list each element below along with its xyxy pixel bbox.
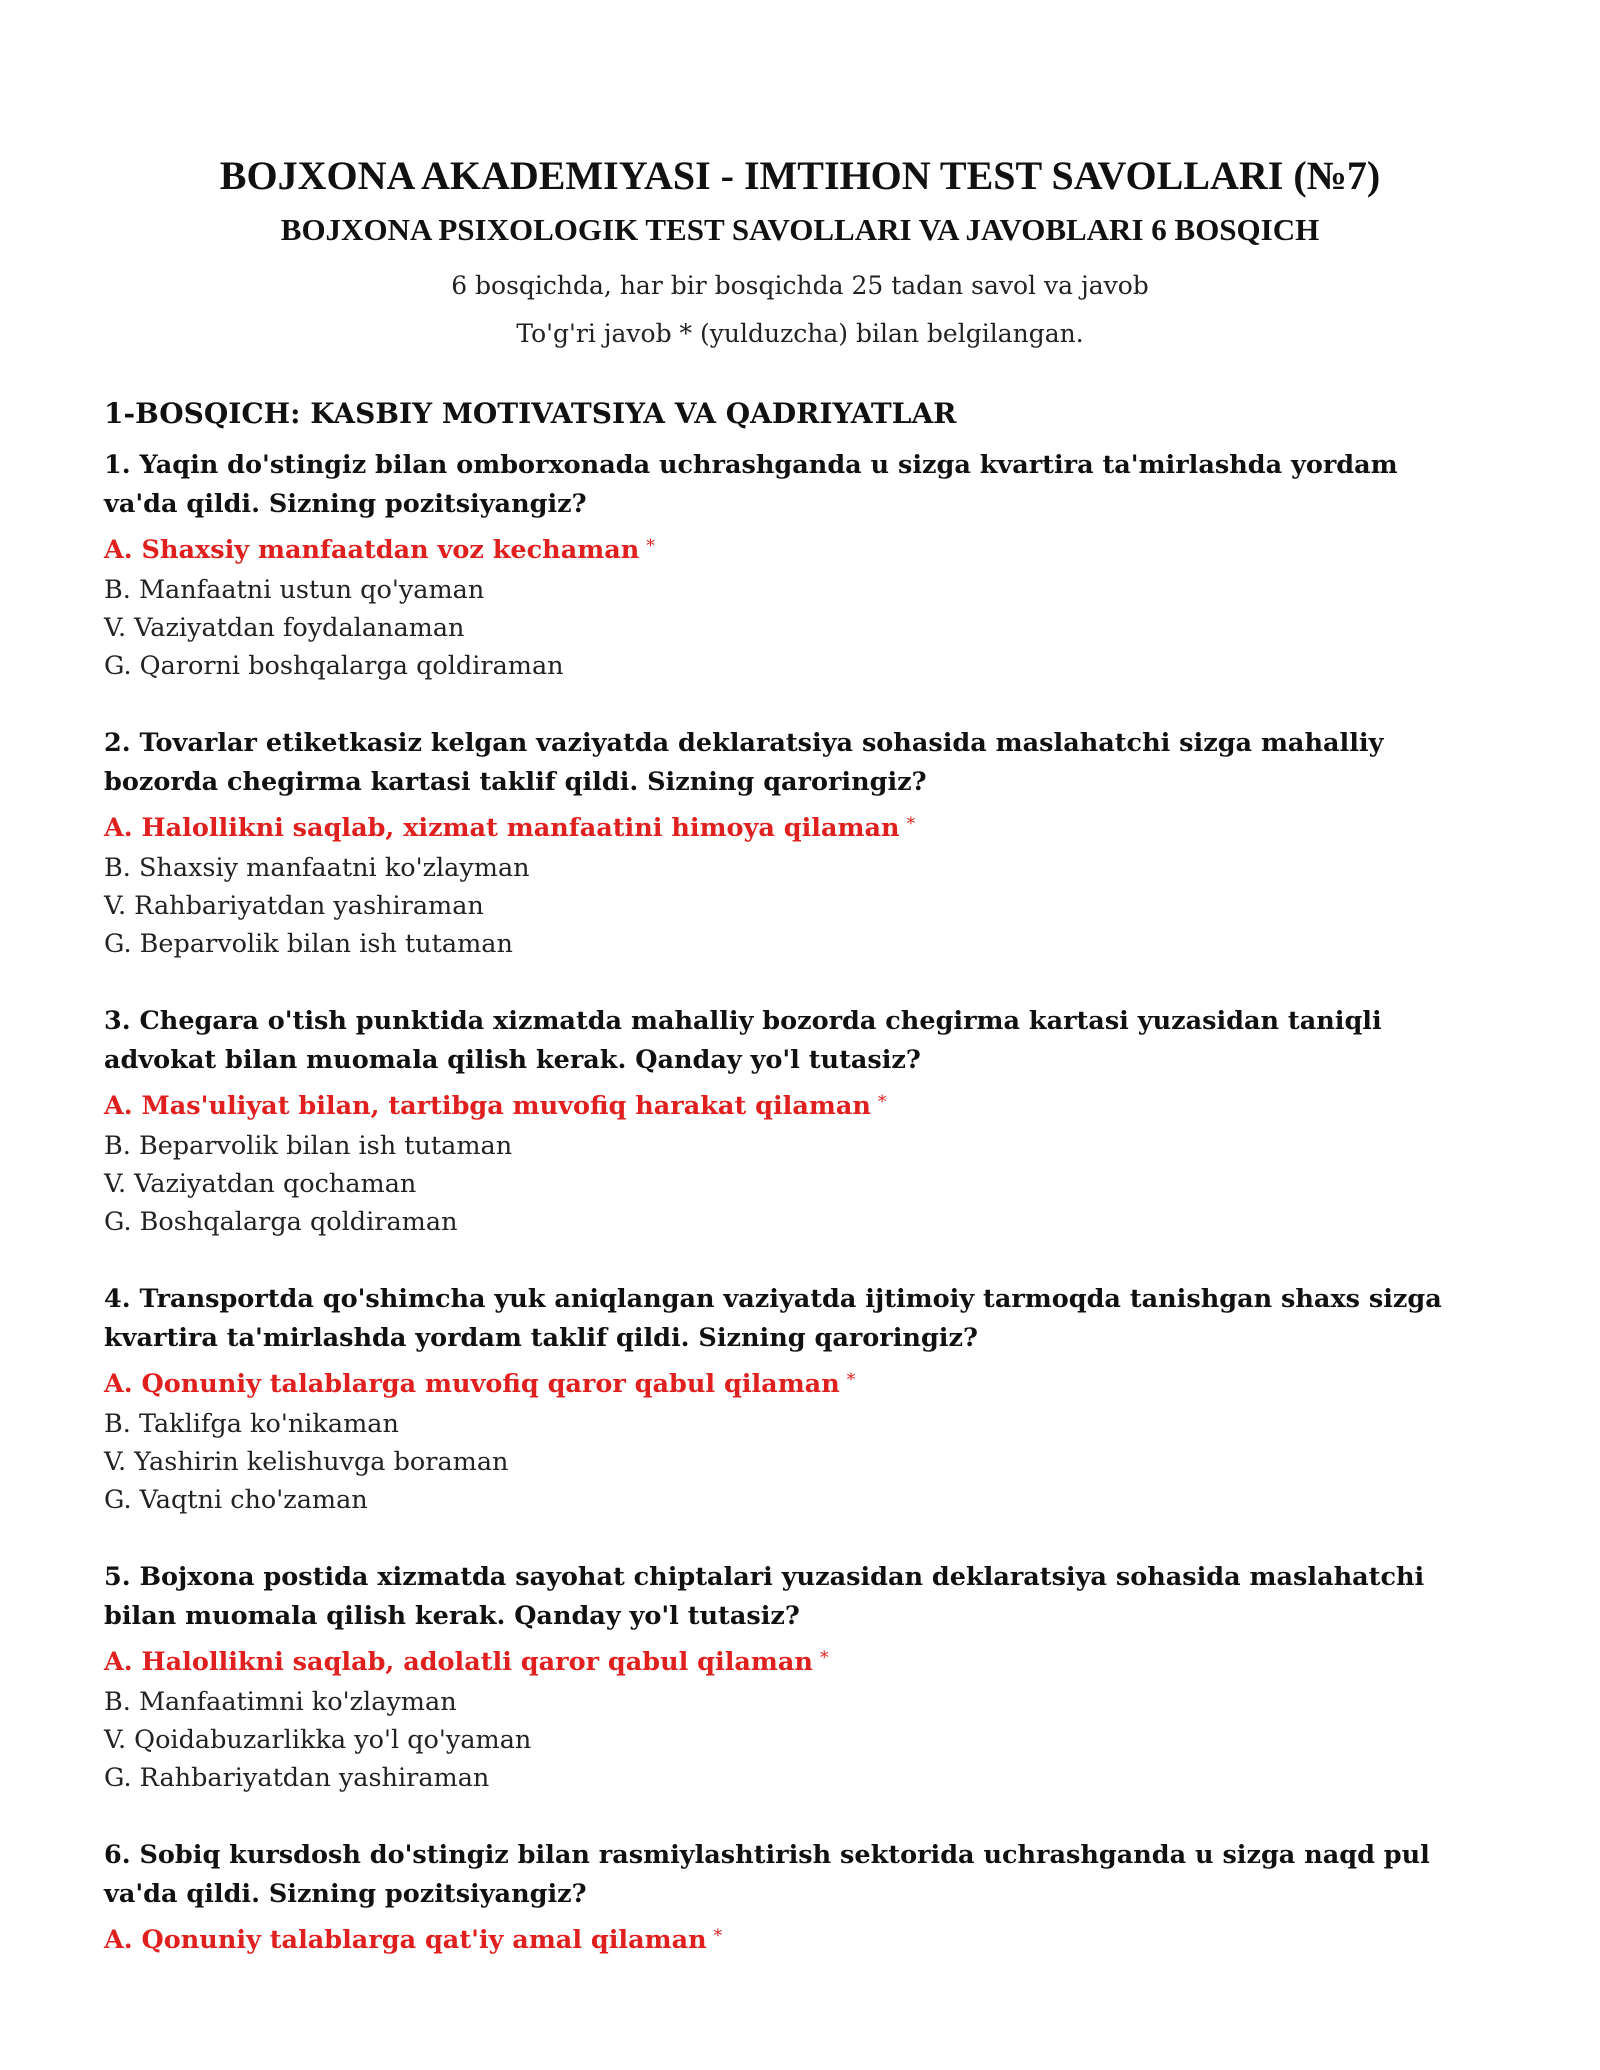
answer-option: V. Vaziyatdan qochaman — [104, 1169, 417, 1199]
option-label: A. Qonuniy talablarga qat'iy amal qilaman — [104, 1925, 707, 1955]
document-title: BOJXONA AKADEMIYASI - IMTIHON TEST SAVOLLARI (№7) — [219, 153, 1381, 198]
star-marker: * — [646, 536, 655, 556]
question-item — [104, 724, 1450, 963]
option-label: A. Mas'uliyat bilan, tartibga muvofiq harakat qilaman — [104, 1091, 871, 1121]
option-label: A. Halollikni saqlab, adolatli qaror qabul qilaman — [104, 1647, 813, 1677]
question-item — [104, 1280, 1450, 1519]
answer-option: B. Manfaatimni ko'zlayman — [104, 1687, 457, 1717]
question-item — [104, 1558, 1450, 1797]
question-text: 5. Bojxona postida xizmatda sayohat chiptalari yuzasidan deklaratsiya sohasida maslahatchi bilan muomala qilish kerak. Qanday yo'l tutasiz? — [104, 1562, 1425, 1631]
answer-option: V. Rahbariyatdan yashiraman — [104, 891, 484, 921]
answer-option: V. Yashirin kelishuvga boraman — [104, 1447, 509, 1477]
question-item — [104, 446, 1450, 685]
option-label: A. Qonuniy talablarga muvofiq qaror qabul qilaman — [104, 1369, 840, 1399]
document-subtitle: BOJXONA PSIXOLOGIK TEST SAVOLLARI VA JAVOBLARI 6 BOSQICH — [280, 212, 1320, 247]
correct-answer-option — [104, 1638, 1450, 1683]
document-header — [104, 150, 1450, 358]
correct-answer-option — [104, 804, 1450, 849]
info-line-legend: To'g'ri javob * (yulduzcha) bilan belgilangan. — [516, 319, 1084, 348]
question-item — [104, 1002, 1450, 1241]
question-text: 3. Chegara o'tish punktida xizmatda mahalliy bozorda chegirma kartasi yuzasidan taniqli advokat bilan muomala qilish kerak. Qanday yo'l tutasiz? — [104, 1006, 1382, 1075]
question-text: 1. Yaqin do'stingiz bilan omborxonada uchrashganda u sizga kvartira ta'mirlashda yordam va'da qildi. Sizning pozitsiyangiz? — [104, 450, 1398, 519]
answer-option: V. Vaziyatdan foydalanaman — [104, 613, 465, 643]
correct-answer-option — [104, 1360, 1450, 1405]
question-text: 4. Transportda qo'shimcha yuk aniqlangan vaziyatda ijtimoiy tarmoqda tanishgan shaxs sizga kvartira ta'mirlashda yordam taklif qildi. Sizning qaroringiz? — [104, 1284, 1442, 1353]
question-text: 2. Tovarlar etiketkasiz kelgan vaziyatda deklaratsiya sohasida maslahatchi sizga mahalliy bozorda chegirma kartasi taklif qildi. Sizning qaroringiz? — [104, 728, 1384, 797]
answer-option: B. Beparvolik bilan ish tutaman — [104, 1131, 513, 1161]
question-text: 6. Sobiq kursdosh do'stingiz bilan rasmiylashtirish sektorida uchrashganda u sizga naqd pul va'da qildi. Sizning pozitsiyangiz? — [104, 1840, 1430, 1909]
star-marker: * — [906, 814, 916, 834]
question-item — [104, 1836, 1450, 1961]
star-marker: * — [846, 1370, 856, 1390]
answer-option: V. Qoidabuzarlikka yo'l qo'yaman — [104, 1725, 532, 1755]
star-marker: * — [713, 1926, 723, 1946]
info-line-stages: 6 bosqichda, har bir bosqichda 25 tadan savol va javob — [451, 271, 1149, 300]
option-label: A. Shaxsiy manfaatdan voz kechaman — [104, 535, 640, 565]
correct-answer-option — [104, 1082, 1450, 1127]
star-marker: * — [877, 1092, 887, 1112]
answer-option: B. Manfaatni ustun qo'yaman — [104, 575, 485, 605]
answer-option: B. Shaxsiy manfaatni ko'zlayman — [104, 853, 530, 883]
answer-option: G. Vaqtni cho'zaman — [104, 1485, 368, 1515]
answer-option: B. Taklifga ko'nikaman — [104, 1409, 399, 1439]
answer-option: G. Qarorni boshqalarga qoldiraman — [104, 651, 564, 681]
section-title: 1-BOSQICH: KASBIY MOTIVATSIYA VA QADRIYATLAR — [104, 397, 957, 430]
answer-option: G. Boshqalarga qoldiraman — [104, 1207, 458, 1237]
correct-answer-option — [104, 526, 1450, 571]
answer-option: G. Beparvolik bilan ish tutaman — [104, 929, 513, 959]
correct-answer-option — [104, 1916, 1450, 1961]
answer-option: G. Rahbariyatdan yashiraman — [104, 1763, 490, 1793]
option-label: A. Halollikni saqlab, xizmat manfaatini himoya qilaman — [104, 813, 900, 843]
star-marker: * — [819, 1648, 829, 1668]
